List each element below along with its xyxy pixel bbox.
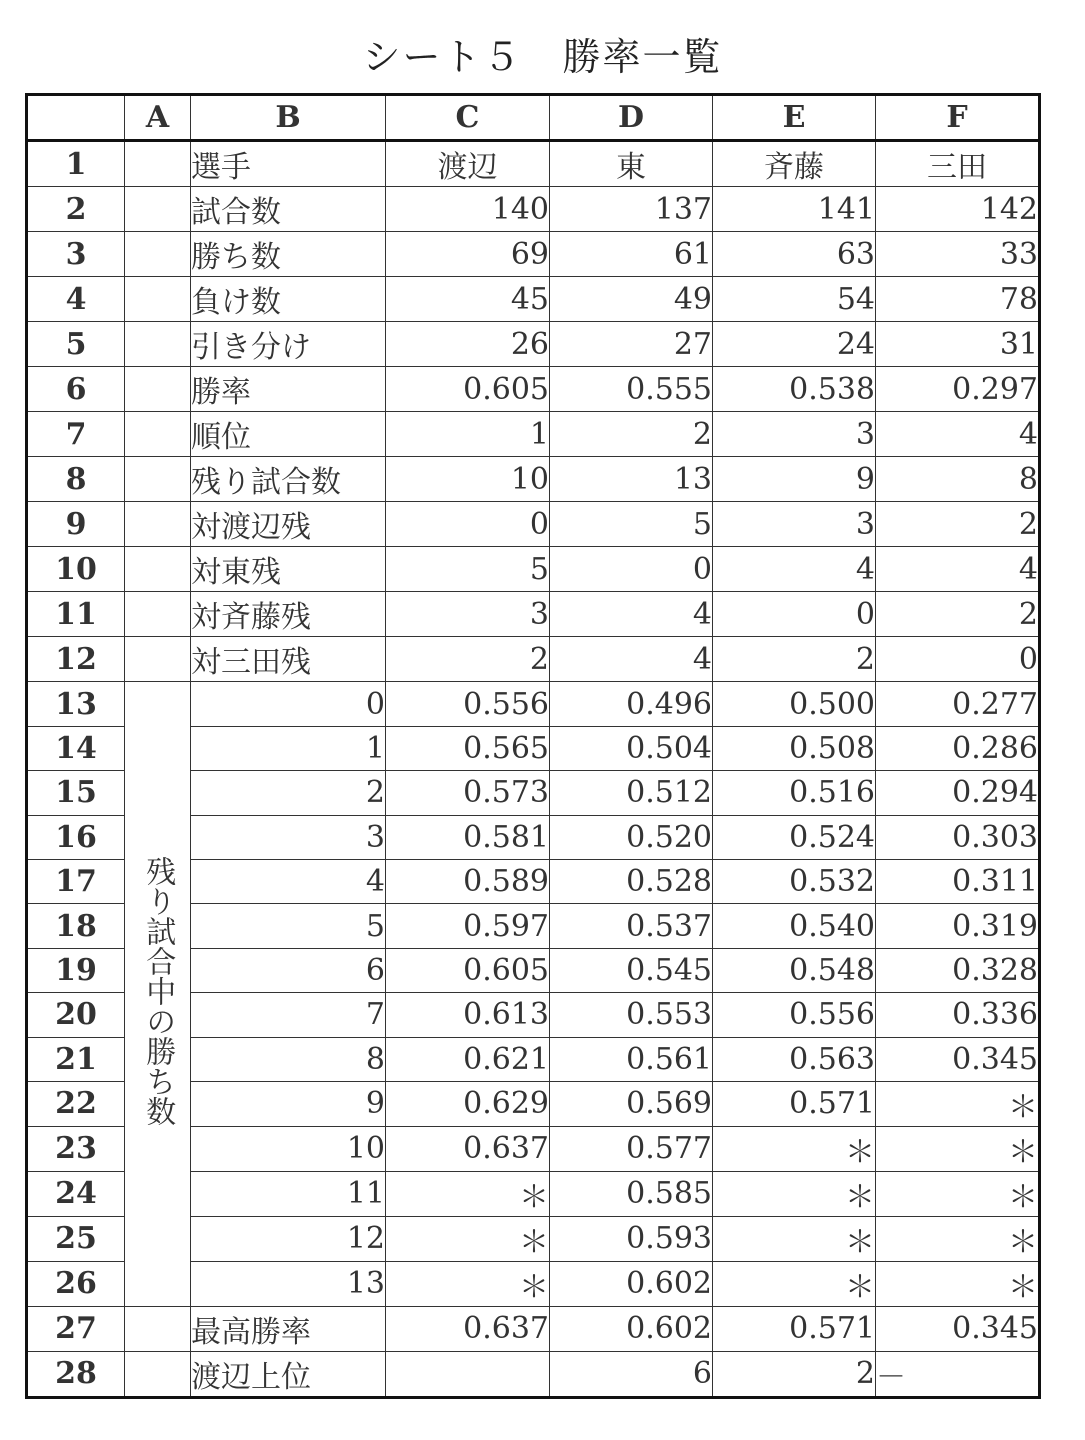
row-header[interactable]: 21: [27, 1037, 125, 1081]
cell-f[interactable]: 8: [876, 457, 1040, 502]
cell-e[interactable]: ＊: [713, 1216, 876, 1261]
cell-c[interactable]: ＊: [386, 1261, 550, 1306]
row-header[interactable]: 17: [27, 859, 125, 903]
cell-b[interactable]: 3: [191, 815, 386, 859]
cell-c[interactable]: 2: [386, 637, 550, 682]
table-row: [27, 637, 1040, 682]
cell-d[interactable]: 0.504: [550, 726, 713, 770]
cell-f[interactable]: 0.297: [876, 367, 1040, 412]
cell-b[interactable]: 0: [191, 682, 386, 726]
cell-c[interactable]: 26: [386, 322, 550, 367]
row-header[interactable]: 11: [27, 592, 125, 637]
cell-f[interactable]: 31: [876, 322, 1040, 367]
cell-e[interactable]: 0.516: [713, 771, 876, 815]
row-header[interactable]: 8: [27, 457, 125, 502]
cell-e[interactable]: 0.571: [713, 1081, 876, 1126]
cell-b[interactable]: 2: [191, 771, 386, 815]
cell-e[interactable]: 0.548: [713, 948, 876, 992]
cell-d[interactable]: 4: [550, 592, 713, 637]
cell-e[interactable]: 2: [713, 1351, 876, 1397]
cell-d[interactable]: 0.528: [550, 859, 713, 903]
table-row: [27, 547, 1040, 592]
cell-e[interactable]: 0.556: [713, 993, 876, 1037]
table-row: [27, 322, 1040, 367]
cell-c[interactable]: 0.581: [386, 815, 550, 859]
cell-e[interactable]: 0.532: [713, 859, 876, 903]
cell-e[interactable]: 141: [713, 187, 876, 232]
cell-a[interactable]: [125, 637, 191, 682]
cell-c[interactable]: 0.573: [386, 771, 550, 815]
cell-b[interactable]: 負け数: [191, 277, 386, 322]
cell-d[interactable]: 6: [550, 1351, 713, 1397]
cell-e[interactable]: 斉藤: [713, 141, 876, 187]
cell-e[interactable]: ＊: [713, 1261, 876, 1306]
cell-d[interactable]: 0.553: [550, 993, 713, 1037]
cell-c[interactable]: 0.597: [386, 904, 550, 948]
cell-f[interactable]: 0.286: [876, 726, 1040, 770]
cell-b[interactable]: 勝ち数: [191, 232, 386, 277]
cell-e[interactable]: 2: [713, 637, 876, 682]
row-header[interactable]: 16: [27, 815, 125, 859]
cell-f[interactable]: ＊: [876, 1126, 1040, 1171]
cell-b[interactable]: 7: [191, 993, 386, 1037]
row-header[interactable]: 18: [27, 904, 125, 948]
corner-cell[interactable]: [27, 95, 125, 141]
table-row: [27, 367, 1040, 412]
cell-f[interactable]: 0.277: [876, 682, 1040, 726]
cell-a[interactable]: [125, 547, 191, 592]
cell-a[interactable]: [125, 1351, 191, 1397]
cell-b[interactable]: 残り試合数: [191, 457, 386, 502]
cell-f[interactable]: 0.345: [876, 1037, 1040, 1081]
row-header[interactable]: 9: [27, 502, 125, 547]
cell-c[interactable]: 0.589: [386, 859, 550, 903]
cell-c[interactable]: 3: [386, 592, 550, 637]
cell-e[interactable]: 3: [713, 412, 876, 457]
cell-e[interactable]: 0.540: [713, 904, 876, 948]
cell-a[interactable]: [125, 592, 191, 637]
row-header[interactable]: 3: [27, 232, 125, 277]
cell-e[interactable]: ＊: [713, 1171, 876, 1216]
cell-b[interactable]: 11: [191, 1171, 386, 1216]
cell-f[interactable]: 0.345: [876, 1306, 1040, 1351]
column-header-d[interactable]: D: [550, 95, 713, 141]
row-header[interactable]: 12: [27, 637, 125, 682]
row-header[interactable]: 2: [27, 187, 125, 232]
cell-e[interactable]: 63: [713, 232, 876, 277]
table-row: [27, 1306, 1040, 1351]
cell-f[interactable]: 142: [876, 187, 1040, 232]
cell-c[interactable]: 10: [386, 457, 550, 502]
cell-c[interactable]: ＊: [386, 1216, 550, 1261]
row-header[interactable]: 14: [27, 726, 125, 770]
cell-c[interactable]: 0.613: [386, 993, 550, 1037]
cell-f[interactable]: 33: [876, 232, 1040, 277]
cell-d[interactable]: 61: [550, 232, 713, 277]
cell-b[interactable]: 対渡辺残: [191, 502, 386, 547]
cell-c[interactable]: 0.605: [386, 367, 550, 412]
row-header[interactable]: 22: [27, 1081, 125, 1126]
column-header-e[interactable]: E: [713, 95, 876, 141]
cell-d[interactable]: 0.545: [550, 948, 713, 992]
table-row: [27, 412, 1040, 457]
cell-b[interactable]: 9: [191, 1081, 386, 1126]
column-header-c[interactable]: C: [386, 95, 550, 141]
row-header[interactable]: 6: [27, 367, 125, 412]
cell-d[interactable]: 0.569: [550, 1081, 713, 1126]
cell-b[interactable]: 8: [191, 1037, 386, 1081]
row-header[interactable]: 7: [27, 412, 125, 457]
cell-f[interactable]: ＊: [876, 1216, 1040, 1261]
cell-d[interactable]: 27: [550, 322, 713, 367]
cell-a[interactable]: [125, 502, 191, 547]
column-header-b[interactable]: B: [191, 95, 386, 141]
row-header[interactable]: 1: [27, 141, 125, 187]
cell-a[interactable]: [125, 322, 191, 367]
cell-a[interactable]: [125, 367, 191, 412]
row-header[interactable]: 15: [27, 771, 125, 815]
cell-d[interactable]: 137: [550, 187, 713, 232]
cell-f[interactable]: 4: [876, 412, 1040, 457]
cell-e[interactable]: 0.508: [713, 726, 876, 770]
cell-d[interactable]: 0.602: [550, 1261, 713, 1306]
page-title: シート５ 勝率一覧: [362, 35, 723, 79]
cell-a[interactable]: [125, 1306, 191, 1351]
cell-b[interactable]: 1: [191, 726, 386, 770]
table-row: [27, 277, 1040, 322]
cell-f[interactable]: 0.311: [876, 859, 1040, 903]
cell-e[interactable]: 4: [713, 547, 876, 592]
column-header-row: [27, 95, 1040, 141]
cell-c[interactable]: 0.565: [386, 726, 550, 770]
row-header[interactable]: 4: [27, 277, 125, 322]
cell-d[interactable]: 0: [550, 547, 713, 592]
cell-c[interactable]: 0.556: [386, 682, 550, 726]
cell-d[interactable]: 0.593: [550, 1216, 713, 1261]
cell-c[interactable]: 0.637: [386, 1306, 550, 1351]
cell-c[interactable]: 0.621: [386, 1037, 550, 1081]
cell-c[interactable]: 0.629: [386, 1081, 550, 1126]
cell-e[interactable]: 24: [713, 322, 876, 367]
cell-c[interactable]: 5: [386, 547, 550, 592]
cell-c[interactable]: 69: [386, 232, 550, 277]
cell-f[interactable]: 2: [876, 502, 1040, 547]
table-row: [27, 141, 1040, 187]
cell-b[interactable]: 順位: [191, 412, 386, 457]
cell-f[interactable]: ＊: [876, 1081, 1040, 1126]
cell-d[interactable]: 4: [550, 637, 713, 682]
cell-d[interactable]: 0.537: [550, 904, 713, 948]
cell-d[interactable]: 0.577: [550, 1126, 713, 1171]
table-row: [27, 682, 1040, 726]
cell-c[interactable]: 1: [386, 412, 550, 457]
table-row: [27, 1351, 1040, 1397]
table-row: [27, 457, 1040, 502]
cell-f[interactable]: 2: [876, 592, 1040, 637]
cell-c[interactable]: 45: [386, 277, 550, 322]
spreadsheet-table: [25, 93, 1041, 1399]
cell-e[interactable]: 0.524: [713, 815, 876, 859]
cell-c[interactable]: 渡辺: [386, 141, 550, 187]
cell-f[interactable]: 0.336: [876, 993, 1040, 1037]
cell-d[interactable]: 2: [550, 412, 713, 457]
cell-b[interactable]: 対斉藤残: [191, 592, 386, 637]
cell-d[interactable]: 東: [550, 141, 713, 187]
row-header[interactable]: 28: [27, 1351, 125, 1397]
cell-e[interactable]: 0.538: [713, 367, 876, 412]
row-header[interactable]: 19: [27, 948, 125, 992]
cell-f[interactable]: －: [876, 1351, 1040, 1397]
cell-f[interactable]: ＊: [876, 1171, 1040, 1216]
cell-b[interactable]: 勝率: [191, 367, 386, 412]
cell-e[interactable]: 9: [713, 457, 876, 502]
cell-e[interactable]: ＊: [713, 1126, 876, 1171]
cell-f[interactable]: 0: [876, 637, 1040, 682]
cell-f[interactable]: 0.319: [876, 904, 1040, 948]
row-header[interactable]: 5: [27, 322, 125, 367]
cell-a[interactable]: [125, 187, 191, 232]
row-header[interactable]: 13: [27, 682, 125, 726]
cell-a-merged[interactable]: [125, 682, 191, 1307]
row-header[interactable]: 23: [27, 1126, 125, 1171]
cell-f[interactable]: 三田: [876, 141, 1040, 187]
cell-c[interactable]: [386, 1351, 550, 1397]
cell-f[interactable]: 0.328: [876, 948, 1040, 992]
cell-e[interactable]: 0.571: [713, 1306, 876, 1351]
cell-a[interactable]: [125, 232, 191, 277]
column-header-f[interactable]: F: [876, 95, 1040, 141]
column-header-a[interactable]: A: [125, 95, 191, 141]
cell-d[interactable]: 0.496: [550, 682, 713, 726]
cell-a[interactable]: [125, 141, 191, 187]
cell-b[interactable]: 引き分け: [191, 322, 386, 367]
cell-a[interactable]: [125, 277, 191, 322]
cell-d[interactable]: 0.520: [550, 815, 713, 859]
cell-d[interactable]: 0.512: [550, 771, 713, 815]
cell-d[interactable]: 49: [550, 277, 713, 322]
cell-b[interactable]: 選手: [191, 141, 386, 187]
row-header[interactable]: 20: [27, 993, 125, 1037]
cell-e[interactable]: 0.500: [713, 682, 876, 726]
row-header[interactable]: 10: [27, 547, 125, 592]
table-row: [27, 232, 1040, 277]
cell-c[interactable]: 0: [386, 502, 550, 547]
cell-d[interactable]: 13: [550, 457, 713, 502]
cell-b[interactable]: 対東残: [191, 547, 386, 592]
cell-b[interactable]: 10: [191, 1126, 386, 1171]
row-header[interactable]: 25: [27, 1216, 125, 1261]
cell-f[interactable]: 78: [876, 277, 1040, 322]
table-row: [27, 502, 1040, 547]
cell-d[interactable]: 0.561: [550, 1037, 713, 1081]
table-row: [27, 592, 1040, 637]
cell-b[interactable]: 最高勝率: [191, 1306, 386, 1351]
cell-d[interactable]: 0.602: [550, 1306, 713, 1351]
cell-c[interactable]: ＊: [386, 1171, 550, 1216]
cell-c[interactable]: 0.605: [386, 948, 550, 992]
cell-b[interactable]: 5: [191, 904, 386, 948]
cell-f[interactable]: 4: [876, 547, 1040, 592]
cell-c[interactable]: 140: [386, 187, 550, 232]
cell-f[interactable]: 0.294: [876, 771, 1040, 815]
cell-d[interactable]: 0.555: [550, 367, 713, 412]
row-header[interactable]: 24: [27, 1171, 125, 1216]
vertical-label: 残り試合中の勝ち数: [140, 855, 176, 1126]
cell-c[interactable]: 0.637: [386, 1126, 550, 1171]
cell-e[interactable]: 54: [713, 277, 876, 322]
cell-a[interactable]: [125, 457, 191, 502]
cell-a[interactable]: [125, 412, 191, 457]
cell-b[interactable]: 13: [191, 1261, 386, 1306]
cell-d[interactable]: 0.585: [550, 1171, 713, 1216]
cell-e[interactable]: 0.563: [713, 1037, 876, 1081]
row-header[interactable]: 27: [27, 1306, 125, 1351]
cell-b[interactable]: 4: [191, 859, 386, 903]
cell-b[interactable]: 12: [191, 1216, 386, 1261]
cell-e[interactable]: 3: [713, 502, 876, 547]
cell-f[interactable]: ＊: [876, 1261, 1040, 1306]
table-row: [27, 187, 1040, 232]
row-header[interactable]: 26: [27, 1261, 125, 1306]
cell-b[interactable]: 対三田残: [191, 637, 386, 682]
cell-d[interactable]: 5: [550, 502, 713, 547]
cell-b[interactable]: 6: [191, 948, 386, 992]
cell-f[interactable]: 0.303: [876, 815, 1040, 859]
cell-b[interactable]: 渡辺上位: [191, 1351, 386, 1397]
cell-b[interactable]: 試合数: [191, 187, 386, 232]
cell-e[interactable]: 0: [713, 592, 876, 637]
